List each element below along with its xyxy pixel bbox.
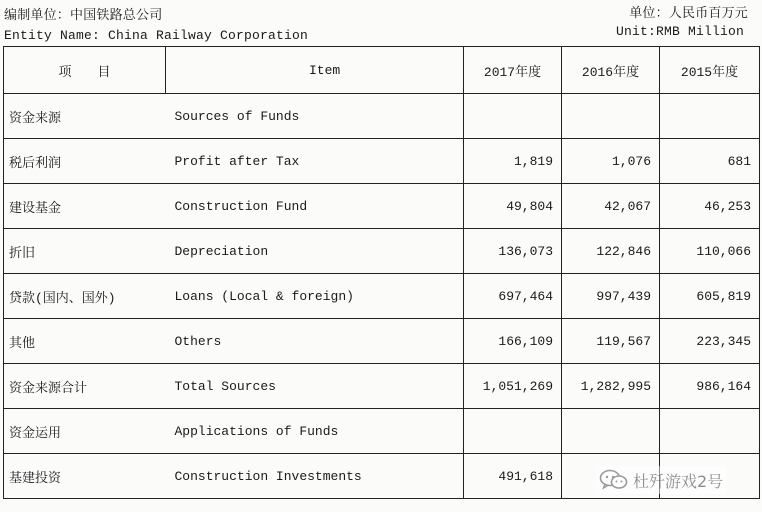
value-2015	[660, 94, 760, 139]
table-row-loans	[4, 274, 760, 319]
row-label-cn: 资金运用	[4, 409, 166, 454]
value-2017: 491,618	[464, 454, 562, 499]
row-label-cn: 资金来源合计	[4, 364, 166, 409]
watermark-text: 杜歼游戏2号	[633, 471, 724, 491]
value-2016: 997,439	[562, 274, 660, 319]
row-label-en: Loans (Local & foreign)	[166, 274, 464, 319]
value-2016: 122,846	[562, 229, 660, 274]
value-2017: 136,073	[464, 229, 562, 274]
table-row-applications-of-funds	[4, 409, 760, 454]
table-header-row	[4, 47, 760, 94]
row-label-en: Total Sources	[166, 364, 464, 409]
unit-label-cn: 单位：人民币百万元	[629, 6, 748, 21]
header-item-cn: 项 目	[4, 47, 166, 94]
value-2017: 697,464	[464, 274, 562, 319]
row-label-en: Construction Fund	[166, 184, 464, 229]
row-label-en: Applications of Funds	[166, 409, 464, 454]
table-row-construction-fund	[4, 184, 760, 229]
row-label-cn: 基建投资	[4, 454, 166, 499]
value-2015	[660, 409, 760, 454]
row-label-cn: 建设基金	[4, 184, 166, 229]
value-2017: 1,051,269	[464, 364, 562, 409]
value-2015: 46,253	[660, 184, 760, 229]
table-row-sources-of-funds	[4, 94, 760, 139]
wechat-icon	[599, 468, 629, 492]
cash-flow-table	[3, 46, 760, 499]
table-row-total-sources	[4, 364, 760, 409]
value-2016: 42,067	[562, 184, 660, 229]
value-2016: 1,076	[562, 139, 660, 184]
value-2015: 223,345	[660, 319, 760, 364]
unit-label-en: Unit:RMB Million	[615, 24, 744, 39]
value-2015: 681	[660, 139, 760, 184]
value-2017: 49,804	[464, 184, 562, 229]
value-2015: 110,066	[660, 229, 760, 274]
entity-name: Entity Name: China Railway Corporation	[4, 28, 309, 43]
value-2017	[464, 409, 562, 454]
value-2016	[562, 409, 660, 454]
header-year-2016: 2016年度	[562, 47, 660, 94]
table-row-depreciation	[4, 229, 760, 274]
row-label-cn: 其他	[4, 319, 166, 364]
row-label-cn: 贷款(国内、国外)	[4, 274, 166, 319]
value-2015: 986,164	[660, 364, 760, 409]
table-row-others	[4, 319, 760, 364]
value-2016	[562, 94, 660, 139]
header-year-2017: 2017年度	[464, 47, 562, 94]
row-label-en: Sources of Funds	[166, 94, 464, 139]
watermark	[596, 466, 726, 494]
row-label-en: Others	[166, 319, 464, 364]
value-2016: 119,567	[562, 319, 660, 364]
row-label-cn: 税后利润	[4, 139, 166, 184]
header-item-en: Item	[166, 47, 464, 94]
value-2017: 166,109	[464, 319, 562, 364]
row-label-en: Construction Investments	[166, 454, 464, 499]
value-2015: 605,819	[660, 274, 760, 319]
header-year-2015: 2015年度	[660, 47, 760, 94]
table-row-profit-after-tax	[4, 139, 760, 184]
value-2017	[464, 94, 562, 139]
row-label-en: Depreciation	[166, 229, 464, 274]
row-label-cn: 折旧	[4, 229, 166, 274]
row-label-cn: 资金来源	[4, 94, 166, 139]
compiler-label: 编制单位：中国铁路总公司	[4, 8, 163, 23]
value-2016: 1,282,995	[562, 364, 660, 409]
row-label-en: Profit after Tax	[166, 139, 464, 184]
value-2017: 1,819	[464, 139, 562, 184]
